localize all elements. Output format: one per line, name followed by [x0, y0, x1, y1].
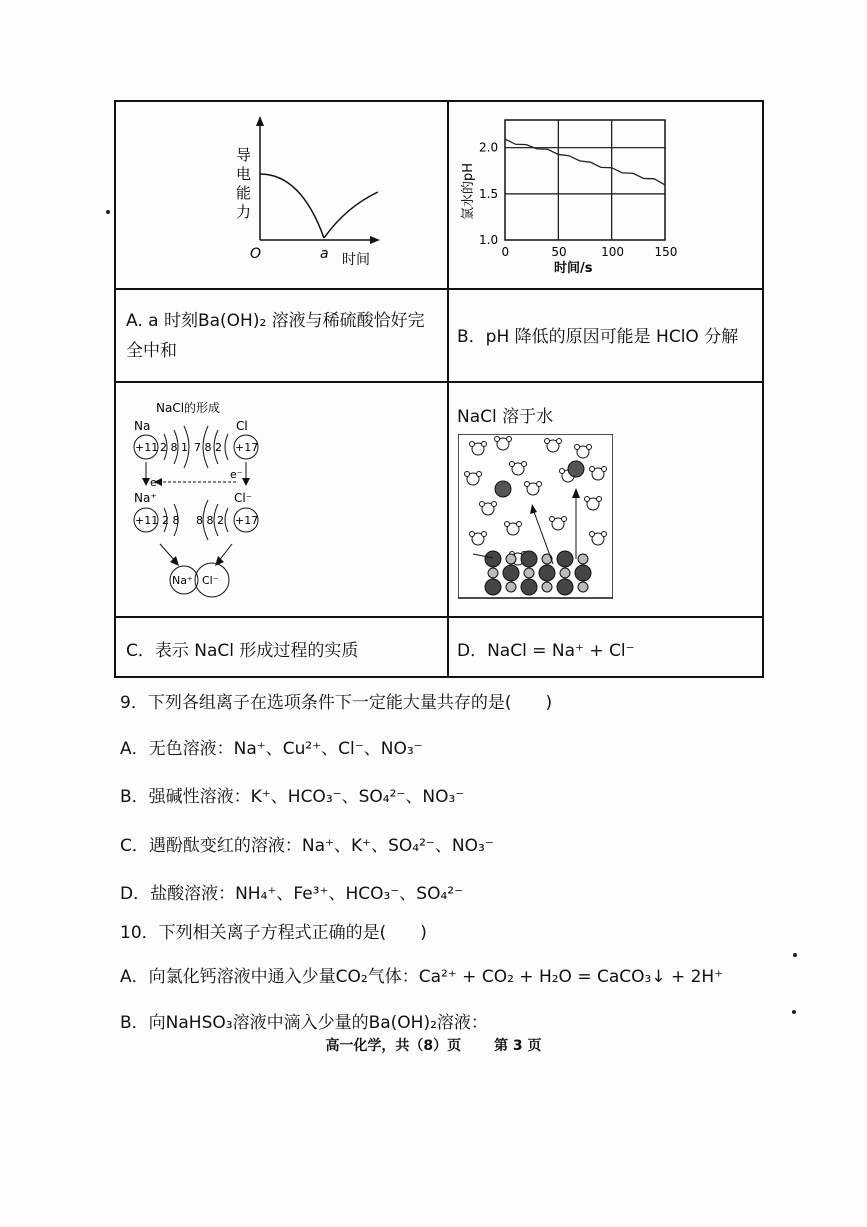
- cl-core: +17: [235, 441, 259, 454]
- table-divider-row3: [116, 616, 762, 618]
- lattice-ion: [506, 554, 516, 564]
- options-table: [114, 100, 764, 678]
- lattice-ion: [521, 551, 537, 567]
- lattice-ion: [575, 565, 591, 581]
- cl-ion-label: Cl⁻: [234, 491, 253, 505]
- cl-ion-shells: 8 8 2: [196, 514, 224, 527]
- caption-b: B．pH 降低的原因可能是 HClO 分解: [457, 327, 739, 347]
- question-9-option-b: B．强碱性溶液：K⁺、HCO₃⁻、SO₄²⁻、NO₃⁻: [120, 787, 465, 807]
- ph-xtick-label: 100: [601, 245, 625, 259]
- lattice-ion: [503, 565, 519, 581]
- lattice-ion: [539, 565, 555, 581]
- lattice-ion: [557, 551, 573, 567]
- hydrated-ion: [495, 481, 511, 497]
- caption-a: [126, 306, 425, 366]
- ph-xtick-label: 150: [654, 245, 678, 259]
- ph-series-line: [505, 139, 665, 185]
- caption-a-line2: 全中和: [126, 341, 177, 361]
- question-10-option-b: B．向NaHSO₃溶液中滴入少量的Ba(OH)₂溶液：: [120, 1013, 488, 1033]
- lattice-ion: [560, 568, 570, 578]
- question-10-option-a: A．向氯化钙溶液中通入少量CO₂气体：Ca²⁺ + CO₂ + H₂O = CaCO₃↓ + 2H⁺: [120, 967, 724, 987]
- ph-chart-xlabel: 时间/s: [554, 261, 593, 276]
- ph-xtick-label: 0: [501, 245, 510, 259]
- ph-ytick-label: 1.5: [479, 186, 499, 201]
- graph-a-ylabel-1: 导: [236, 146, 252, 164]
- na-ion-bonded: Na⁺: [172, 574, 193, 587]
- ph-xtick-label: 50: [551, 245, 567, 259]
- scan-speck: [793, 953, 797, 957]
- electron-label-right: e⁻: [230, 468, 243, 481]
- lattice-ion: [542, 582, 552, 592]
- caption-d: D．NaCl = Na⁺ + Cl⁻: [457, 641, 635, 661]
- nacl-dissolve-picture: [458, 434, 613, 599]
- na-core: +11: [135, 441, 159, 454]
- ph-chart-ylabel: 氯水的pH: [461, 162, 476, 220]
- lattice-ion: [524, 568, 534, 578]
- cl-atom-label: Cl: [236, 419, 248, 433]
- graph-a-origin: O: [250, 246, 262, 262]
- lattice-ion: [578, 554, 588, 564]
- na-ion-core: +11: [135, 514, 159, 527]
- cl-ion-bonded: Cl⁻: [202, 574, 219, 587]
- electron-label-left: e⁻: [150, 476, 163, 489]
- graph-a-ylabel-2: 电: [236, 165, 252, 183]
- question-10-stem: 10．下列相关离子方程式正确的是( ): [120, 923, 427, 943]
- graph-a-ylabel-4: 力: [236, 203, 252, 221]
- na-shells: 2 8 1: [160, 441, 188, 454]
- lattice-ion: [521, 579, 537, 595]
- ph-chart-frame: [505, 120, 665, 240]
- graph-a-ylabel-3: 能: [236, 184, 252, 202]
- graph-a-xlabel: 时间: [342, 252, 370, 268]
- na-ion-shells: 2 8: [162, 514, 180, 527]
- cl-shells: 7 8 2: [194, 441, 222, 454]
- graph-a-point: a: [320, 246, 329, 262]
- na-atom-label: Na: [134, 419, 151, 433]
- scan-speck: [106, 210, 110, 214]
- nacl-formation-diagram: [124, 394, 324, 604]
- table-divider-row2: [116, 381, 762, 383]
- question-9-option-c: C．遇酚酞变红的溶液：Na⁺、K⁺、SO₄²⁻、NO₃⁻: [120, 836, 494, 856]
- na-ion-label: Na⁺: [134, 491, 157, 505]
- question-9-option-d: D．盐酸溶液：NH₄⁺、Fe³⁺、HCO₃⁻、SO₄²⁻: [120, 884, 464, 904]
- caption-a-line1: A. a 时刻Ba(OH)₂ 溶液与稀硫酸恰好完: [126, 311, 425, 331]
- footer-page-number: 第 3 页: [494, 1038, 542, 1054]
- lattice-ion: [557, 579, 573, 595]
- nacl-formation-title: NaCl的形成: [156, 401, 221, 415]
- nacl-dissolve-title: NaCl 溶于水: [457, 407, 554, 427]
- question-9-stem: 9．下列各组离子在选项条件下一定能大量共存的是( ): [120, 693, 553, 713]
- table-divider-row1: [116, 288, 762, 290]
- lattice-ion: [488, 568, 498, 578]
- lattice-ion: [485, 551, 501, 567]
- question-9-option-a: A．无色溶液：Na⁺、Cu²⁺、Cl⁻、NO₃⁻: [120, 739, 423, 759]
- table-divider-vertical: [447, 102, 449, 676]
- lattice-ion: [506, 582, 516, 592]
- lattice-ion: [542, 554, 552, 564]
- lattice-ion: [485, 579, 501, 595]
- conductivity-graph: [216, 112, 436, 272]
- footer-total-pages: 高一化学，共（8）页: [325, 1038, 462, 1054]
- ph-ytick-label: 1.0: [479, 233, 499, 247]
- hydrated-ion: [568, 461, 584, 477]
- scan-speck: [792, 1010, 796, 1014]
- page-footer: [0, 1035, 867, 1055]
- ph-ytick-label: 2.0: [479, 140, 499, 155]
- ph-chart: [452, 108, 752, 283]
- cl-ion-core: +17: [235, 514, 259, 527]
- lattice-ion: [578, 582, 588, 592]
- caption-c: C．表示 NaCl 形成过程的实质: [126, 641, 359, 661]
